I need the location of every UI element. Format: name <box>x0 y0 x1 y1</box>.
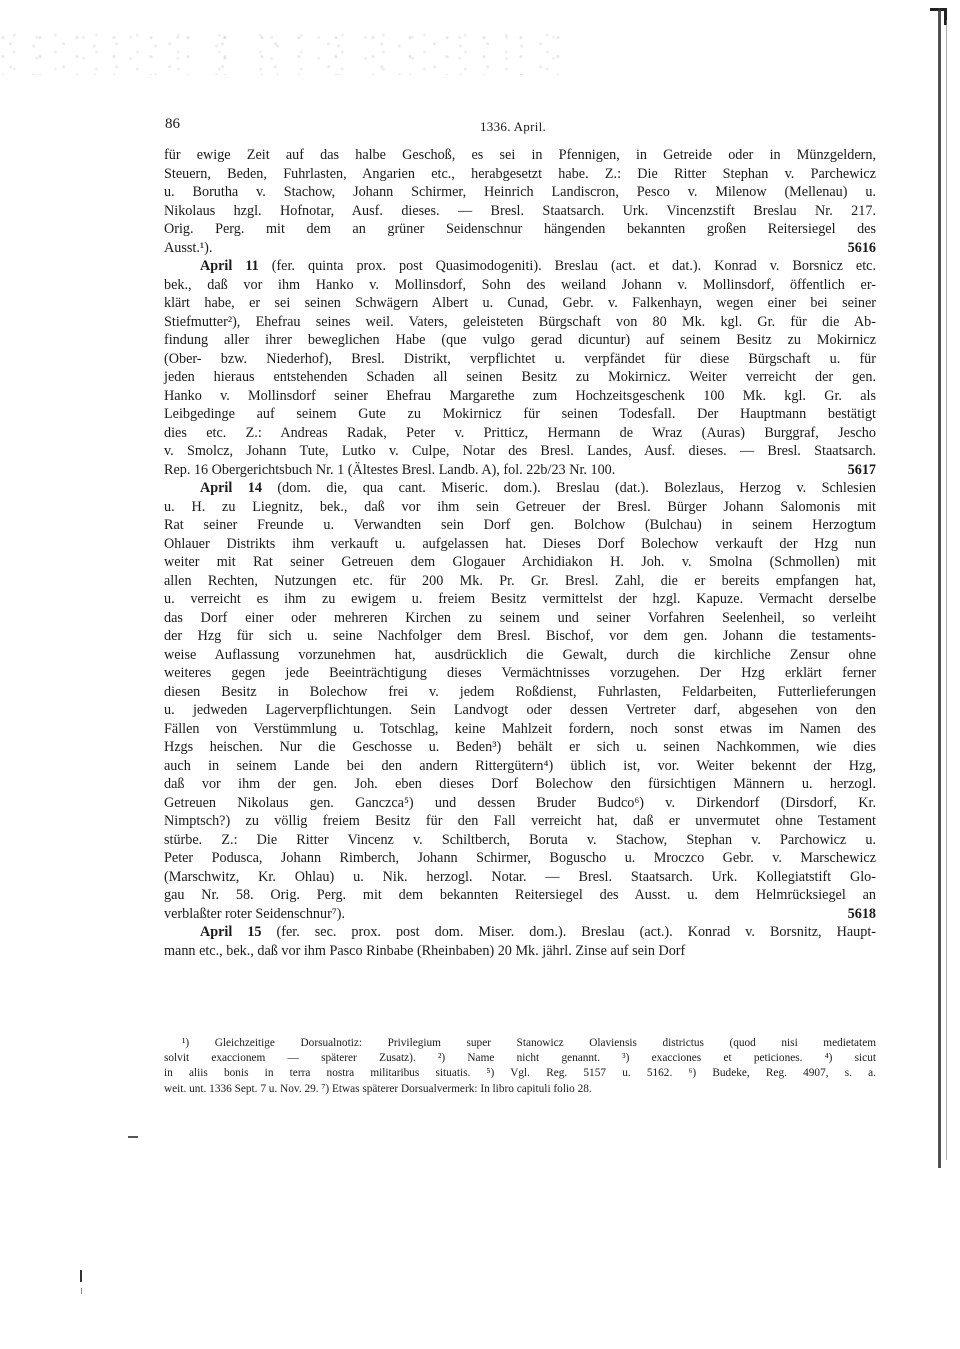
text-line <box>164 535 876 554</box>
text-line <box>164 498 876 517</box>
entry-number: 5618 <box>847 905 876 922</box>
margin-tick-mark-small <box>81 1288 82 1294</box>
line-text: u. verreicht es ihm zu ewigem u. freiem Besitz vermittelst der hzgl. Kapuze. Vermacht derselbe <box>164 591 876 607</box>
text-line <box>164 313 876 332</box>
line-text: weiteres gegen jede Beeinträchtigung dieses Vermächtnisses vorzugehen. Der Hzg erklärt ferner <box>164 665 876 681</box>
text-line <box>164 757 876 776</box>
body-text <box>164 146 876 960</box>
text-line <box>164 442 876 461</box>
text-line <box>164 905 876 924</box>
line-text: weise Auflassung vorzunehmen hat, ausdrücklich die Gewalt, durch die kirchliche Zensur ohne <box>164 646 876 663</box>
line-text: Ausst.¹). <box>164 239 213 256</box>
footnote-line: solvit exaccionem — späterer Zusatz). ²) Name nicht genannt. ³) exacciones et peticiones. ⁴) sicut <box>164 1052 876 1065</box>
text-line <box>164 609 876 628</box>
text-line <box>164 257 876 276</box>
footnote-line: weit. unt. 1336 Sept. 7 u. Nov. 29. ⁷) Etwas späterer Dorsualvermerk: In libro capituli folio 28. <box>164 1082 592 1095</box>
line-text: findung aller ihrer beweglichen Habe (que vulgo gerad dicuntur) auf seinem Besitz zu Mokirnicz <box>164 332 876 348</box>
line-text: auch in seinem Lande bei den andern Rittergütern⁴) üblich ist, vor. Weiter bekennt der Hzg, <box>164 757 876 774</box>
margin-dash-mark <box>128 1136 138 1138</box>
line-text: stürbe. Z.: Die Ritter Vincenz v. Schiltberch, Boruta v. Stachow, Stephan v. Parchowicz u. <box>164 831 876 848</box>
line-text: (fer. quinta prox. post Quasimodogeniti). Breslau (act. et dat.). Konrad v. Borsnicz etc. <box>258 258 876 274</box>
footnotes <box>164 1036 876 1097</box>
line-text: (Marschwitz, Kr. Ohlau) u. Nik. herzogl. Notar. — Bresl. Staatsarch. Urk. Kollegiatstift Glo- <box>164 868 876 885</box>
line-text: der Hzg für sich u. seine Nachfolger dem Bresl. Bischof, vor dem gen. Johann die testaments- <box>164 628 876 644</box>
line-text: Stiefmutter²), Ehefrau seines weil. Vaters, geleisteten Bürgschaft von 80 Mk. kgl. Gr. für die Ab- <box>164 313 876 330</box>
line-text: allen Rechten, Nutzungen etc. für 200 Mk. Pr. Gr. Bresl. Zahl, die er bereits empfangen hat, <box>164 572 876 589</box>
line-text: das Dorf einer oder mehreren Kirchen zu seinem und seiner Vorfahren Seelenheil, so verleiht <box>164 609 876 626</box>
margin-tick-mark <box>80 1270 82 1282</box>
line-text: daß vor ihm der gen. Joh. eben dieses Dorf Bolechow den fürsichtigen Männern u. herzogl. <box>164 776 876 792</box>
text-line <box>164 590 876 609</box>
line-text: (dom. die, qua cant. Miseric. dom.). Breslau (dat.). Bolezlaus, Herzog v. Schlesien <box>261 480 876 496</box>
text-line <box>164 461 876 480</box>
line-text: u. jedweden Lagerverpflichtungen. Sein Landvogt oder dessen Vertreter darf, abgesehen von den <box>164 702 876 718</box>
line-text: Hanko v. Mollinsdorf seiner Ehefrau Margarethe zum Hochzeitsgeschenk 100 Mk. kgl. Gr. als <box>164 387 876 404</box>
text-line <box>164 294 876 313</box>
line-text: u. H. zu Liegnitz, bek., daß vor ihm sein Getreuer der Bresl. Bürger Johann Salomonis mit <box>164 498 876 515</box>
line-text: jeden hieraus entstehenden Schaden all seinen Besitz zu Mokirnicz. Weiter verreicht der gen. <box>164 369 876 385</box>
entry-date: April 11 <box>200 258 259 274</box>
text-line <box>164 239 876 258</box>
text-line <box>164 276 876 295</box>
line-text: v. Smolcz, Johann Tute, Lutko v. Culpe, Notar des Bresl. Landes, Ausf. dieses. — Bresl. Staatsarch. <box>164 443 876 459</box>
line-text: diesen Besitz in Bolechow frei v. jedem Roßdienst, Fuhrlasten, Feldarbeiten, Futterlieferungen <box>164 683 876 700</box>
text-line <box>164 387 876 406</box>
entry-number: 5617 <box>847 461 876 478</box>
text-line <box>164 738 876 757</box>
line-text: Peter Podusca, Johann Rimberch, Johann Schirmer, Boguscho u. Mroczco Gebr. v. Marschewicz <box>164 850 876 866</box>
text-line <box>164 923 876 942</box>
line-text: bek., daß vor ihm Hanko v. Mollinsdorf, Sohn des weiland Johann v. Mollinsdorf, öffentlich er- <box>164 276 876 293</box>
entry-date: April 14 <box>200 480 262 496</box>
text-line <box>164 942 876 961</box>
text-line <box>164 220 876 239</box>
text-line <box>164 775 876 794</box>
page-edge-rule <box>938 8 941 1168</box>
page-edge-rule-thin <box>946 20 947 1160</box>
text-line <box>164 812 876 831</box>
text-line <box>164 720 876 739</box>
line-text: dies etc. Z.: Andreas Radak, Peter v. Pritticz, Hermann de Wraz (Auras) Burggraf, Jescho <box>164 424 876 441</box>
line-text: Ohlauer Distrikts ihm verkauft u. aufgelassen hat. Dieses Dorf Bolechow verkauft der Hzg nun <box>164 535 876 552</box>
text-line <box>164 516 876 535</box>
running-head: 1336. April. <box>480 119 547 134</box>
text-line <box>164 405 876 424</box>
line-text: gau Nr. 58. Orig. Perg. mit dem bekannten Reitersiegel des Ausst. u. dem Helmrücksiegel an <box>164 887 876 903</box>
line-text: weiter mit Rat seiner Getreuen dem Glogauer Archidiakon H. Joh. v. Smolna (Schmollen) mit <box>164 554 876 570</box>
text-line <box>164 849 876 868</box>
text-line <box>164 683 876 702</box>
footnote-line: in aliis bonis in terra nostra militaribus situatis. ⁵) Vgl. Reg. 5157 u. 5162. ⁶) Budeke, Reg. 4907, s. a. <box>164 1067 876 1080</box>
line-text: Leibgedinge auf seinem Gute zu Mokirnicz für seinen Todesfall. Der Hauptmann bestätigt <box>164 406 876 422</box>
line-text: klärt habe, er sei seinen Schwägern Albert u. Cunad, Gebr. v. Falkenhayn, wegen einer bei seiner <box>164 295 876 311</box>
entry-date: April 15 <box>200 924 262 940</box>
text-line <box>164 165 876 184</box>
line-text: Fällen von Verstümmlung u. Totschlag, keine Mahlzeit fordern, noch sonst etwas im Namen des <box>164 720 876 737</box>
text-line <box>164 183 876 202</box>
line-text: für ewige Zeit auf das halbe Geschoß, es sei in Pfennigen, in Getreide oder in Münzgeldern, <box>164 147 876 163</box>
text-line <box>164 479 876 498</box>
line-text: mann etc., bek., daß vor ihm Pasco Rinbabe (Rheinbaben) 20 Mk. jährl. Zinse auf sein Dorf <box>164 942 686 959</box>
line-text: Rep. 16 Obergerichtsbuch Nr. 1 (Ältestes Bresl. Landb. A), fol. 22b/23 Nr. 100. <box>164 461 616 478</box>
text-line <box>164 886 876 905</box>
text-line <box>164 627 876 646</box>
entry-number: 5616 <box>847 239 876 256</box>
text-line <box>164 664 876 683</box>
footnote-line: ¹) Gleichzeitige Dorsualnotiz: Privilegium super Stanowicz Olaviensis districtus (quod nisi medietatem <box>182 1037 876 1049</box>
line-text: (fer. sec. prox. post dom. Miser. dom.). Breslau (act.). Konrad v. Borsnitz, Haupt- <box>261 924 876 940</box>
text-line <box>164 202 876 221</box>
scan-noise <box>0 30 560 75</box>
line-text: Rat seiner Freunde u. Verwandten sein Dorf gen. Bolchow (Bulchau) in seinem Herzogtum <box>164 517 876 533</box>
text-line <box>164 794 876 813</box>
line-text: Getreuen Nikolaus gen. Ganczca⁵) und dessen Bruder Budco⁶) v. Dirkendorf (Dirsdorf, Kr. <box>164 794 876 811</box>
line-text: Steuern, Beden, Fuhrlasten, Angarien etc., herabgesetzt habe. Z.: Die Ritter Stephan v. Parchewicz <box>164 165 876 182</box>
page-number: 86 <box>165 116 180 132</box>
text-line <box>164 368 876 387</box>
text-line <box>164 701 876 720</box>
line-text: (Ober- bzw. Niederhof), Bresl. Distrikt, verpflichtet u. verpfändet für diese Bürgschaft u. für <box>164 350 876 367</box>
text-line <box>164 146 876 165</box>
text-line <box>164 831 876 850</box>
text-line <box>164 868 876 887</box>
text-line <box>164 424 876 443</box>
line-text: u. Borutha v. Stachow, Johann Schirmer, Heinrich Landiscron, Pesco v. Milenow (Mellenau) u. <box>164 184 876 200</box>
line-text: verblaßter roter Seidenschnur⁷). <box>164 905 346 922</box>
text-line <box>164 646 876 665</box>
line-text: Hzgs heischen. Nur die Geschosse u. Beden³) behält er sich u. seinen Nachkommen, wie dies <box>164 739 876 755</box>
text-line <box>164 331 876 350</box>
text-line <box>164 350 876 369</box>
text-line <box>164 572 876 591</box>
line-text: Orig. Perg. mit dem an grüner Seidenschnur hängenden bekannten großen Reitersiegel des <box>164 221 876 237</box>
line-text: Nimptsch?) zu völlig freiem Besitz für den Fall verreicht hat, daß er unvermutet ohne Testament <box>164 813 876 829</box>
text-line <box>164 553 876 572</box>
line-text: Nikolaus hzgl. Hofnotar, Ausf. dieses. — Bresl. Staatsarch. Urk. Vincenzstift Breslau Nr. 217. <box>164 202 876 219</box>
